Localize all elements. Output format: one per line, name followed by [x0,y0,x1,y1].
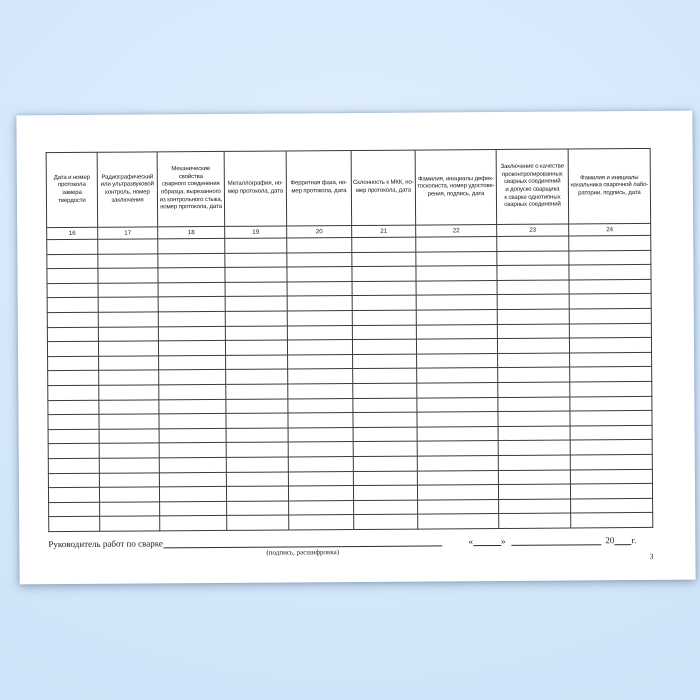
header-cell-23: Заключение о качестве проконтролированных сварных соединений и допуске сварщика к сварке однотипных сварных соединений [496,149,569,225]
table-cell [417,412,498,427]
table-cell [417,368,498,383]
welding-log-table [46,148,654,532]
table-cell [352,281,416,296]
table-cell [570,440,652,455]
table-cell [226,413,288,428]
table-cell [48,400,99,415]
table-cell [570,469,652,484]
table-cell [227,501,289,516]
table-cell [226,457,288,472]
table-cell [49,502,100,517]
table-cell [99,458,159,473]
table-cell [352,339,416,354]
year-suffix: г. [631,535,637,546]
table-cell [498,353,570,368]
document-page [16,111,695,585]
table-cell [48,458,99,473]
table-cell [416,280,497,295]
table-cell [571,498,653,513]
table-cell [159,384,226,399]
table-cell [287,325,352,340]
table-cell [416,309,497,324]
table-cell [48,444,99,459]
date-quote-close: » [500,535,506,546]
table-cell [98,297,158,312]
table-cell [98,268,158,283]
table-cell [352,252,416,267]
table-cell [288,442,353,457]
table-cell [353,368,417,383]
table-cell [497,294,569,309]
table-cell [352,295,416,310]
table-cell [416,251,497,266]
table-cell [499,499,571,514]
column-number-23: 23 [497,224,569,237]
table-cell [569,250,651,265]
signature-hint: (подпись, расшифровка) [266,548,340,557]
table-cell [497,265,569,280]
table-cell [49,517,100,532]
table-cell [227,515,289,530]
table-cell [497,280,569,295]
page-number: 3 [649,551,654,561]
table-cell [48,385,99,400]
table-cell [570,484,652,499]
table-cell [354,500,418,515]
table-cell [159,370,226,385]
table-cell [498,382,570,397]
table-cell [497,324,569,339]
header-row [46,148,651,227]
table-cell [497,236,569,251]
table-cell [158,253,225,268]
table-cell [48,429,99,444]
table-cell [498,411,570,426]
table-cell [98,312,158,327]
table-cell [226,399,288,414]
table-cell [289,500,354,515]
table-cell [417,441,498,456]
table-cell [498,397,570,412]
table-cell [98,239,158,254]
table-cell [569,323,651,338]
table-cell [569,338,651,353]
table-cell [499,513,571,528]
table-cell [99,443,159,458]
column-number-24: 24 [569,223,651,236]
table-cell [98,326,158,341]
table-cell [287,267,352,282]
table-cell [498,440,570,455]
header-cell-16: Дата и номер протокола замера твердости [46,152,98,227]
table-cell [353,398,417,413]
table-cell [353,441,417,456]
table-cell [498,484,570,499]
header-cell-21: Склонность к МКК, но- мер протокола, дата [351,150,416,225]
table-cell [158,297,225,312]
table-cell [48,371,99,386]
table-cell [225,326,287,341]
table-cell [287,340,352,355]
table-cell [288,486,353,501]
table-cell [225,253,287,268]
column-number-22: 22 [416,225,497,238]
header-cell-24: Фамилия и инициалы начальника сварочной лабо- ратории, подпись, дата [568,148,651,224]
table-cell [99,370,159,385]
table-cell [288,354,353,369]
table-cell [225,267,287,282]
table-cell [570,381,652,396]
table-cell [288,471,353,486]
table-cell [99,429,159,444]
table-cell [99,472,159,487]
table-cell [159,472,226,487]
table-cell [158,238,225,253]
table-cell [498,426,570,441]
table-cell [353,354,417,369]
table-cell [498,470,570,485]
table-cell [570,425,652,440]
table-cell [353,427,417,442]
table-cell [352,266,416,281]
table-cell [159,355,226,370]
table-cell [288,383,353,398]
table-cell [498,367,570,382]
table-cell [417,397,498,412]
table-cell [417,382,498,397]
table-cell [287,238,352,253]
table-cell [570,352,652,367]
table-cell [47,268,98,283]
table-cell [354,514,418,529]
table-cell [287,310,352,325]
table-cell [288,427,353,442]
table-cell [288,413,353,428]
table-cell [289,515,354,530]
column-number-20: 20 [287,226,352,238]
table-cell [225,340,287,355]
table-body [47,235,653,531]
table-cell [571,513,653,528]
table-cell [47,298,98,313]
table-cell [353,456,417,471]
header-cell-18: Механические свойства сварного соединения образца, вырезанного из контрольного стыка, номер протокола, дата [157,151,225,226]
table-cell [352,237,416,252]
table-cell [98,283,158,298]
table-cell [226,355,288,370]
date-quote-open: « [468,536,473,547]
table-row [49,513,653,532]
table-cell [99,487,159,502]
footer-label: Руководитель работ по сварке [48,538,163,550]
table-cell [47,341,98,356]
table-cell [47,254,98,269]
table-cell [497,338,569,353]
table-cell [47,312,98,327]
table-cell [99,385,159,400]
table-cell [159,457,226,472]
table-cell [418,499,499,514]
table-cell [159,428,226,443]
table-cell [226,428,288,443]
table-cell [287,281,352,296]
table-cell [569,294,651,309]
date-day-line [473,536,501,546]
table-cell [226,384,288,399]
column-number-18: 18 [158,226,225,238]
table-cell [160,516,227,531]
table-cell [570,367,652,382]
header-cell-17: Радиографический или ультразвуковой контроль, номер заключения [97,152,158,227]
header-cell-19: Металлография, но- мер протокола, дата [224,151,287,226]
table-cell [417,455,498,470]
table-cell [158,268,225,283]
table-cell [99,399,159,414]
date-month-line [511,535,601,546]
table-cell [569,308,651,323]
table-cell [158,326,225,341]
table-cell [158,341,225,356]
table-cell [225,282,287,297]
table-cell [416,295,497,310]
header-cell-20: Ферритная фаза, но- мер протокола, дата [286,151,352,226]
table-cell [159,399,226,414]
table-cell [417,353,498,368]
table-cell [416,324,497,339]
table-cell [158,282,225,297]
table-cell [353,412,417,427]
header-cell-22: Фамилия, инициалы дефек- тоскописта, номер удостове- рения, подпись, дата [415,150,497,226]
signature-line [163,536,443,557]
date-year-line [614,535,631,545]
column-number-19: 19 [225,226,287,238]
table-cell [417,426,498,441]
table-cell [98,341,158,356]
table-cell [353,485,417,500]
table-cell [287,252,352,267]
table-cell [288,398,353,413]
table-cell [47,283,98,298]
table-cell [288,456,353,471]
table-cell [99,356,159,371]
table-cell [416,339,497,354]
table-cell [417,485,498,500]
signature-footer [48,535,637,557]
table-cell [226,486,288,501]
table-cell [48,487,99,502]
table-cell [416,237,497,252]
table-cell [98,253,158,268]
table-cell [159,443,226,458]
table-cell [352,325,416,340]
table-cell [225,296,287,311]
table-cell [100,516,160,531]
table-cell [100,502,160,517]
table-cell [226,471,288,486]
table-cell [498,455,570,470]
table-cell [159,414,226,429]
table-cell [569,279,651,294]
table-cell [416,266,497,281]
table-cell [225,238,287,253]
year-prefix: 20 [605,535,615,546]
table-cell [159,487,226,502]
table-cell [569,235,651,250]
table-cell [353,471,417,486]
table-cell [417,470,498,485]
table-cell [99,414,159,429]
table-cell [48,414,99,429]
table-cell [48,356,99,371]
table-cell [353,383,417,398]
table-cell [288,369,353,384]
table-cell [47,239,98,254]
table-cell [287,296,352,311]
table-cell [158,311,225,326]
table-cell [418,514,499,529]
table-cell [497,309,569,324]
column-number-17: 17 [98,227,158,239]
column-number-21: 21 [352,225,416,237]
table-cell [226,442,288,457]
table-cell [570,396,652,411]
column-number-16: 16 [47,227,98,239]
table-cell [352,310,416,325]
table-cell [226,369,288,384]
table-cell [570,454,652,469]
table-cell [570,411,652,426]
table-cell [160,501,227,516]
table-cell [497,251,569,266]
table-cell [225,311,287,326]
table-cell [48,473,99,488]
table-cell [47,327,98,342]
table-cell [569,265,651,280]
